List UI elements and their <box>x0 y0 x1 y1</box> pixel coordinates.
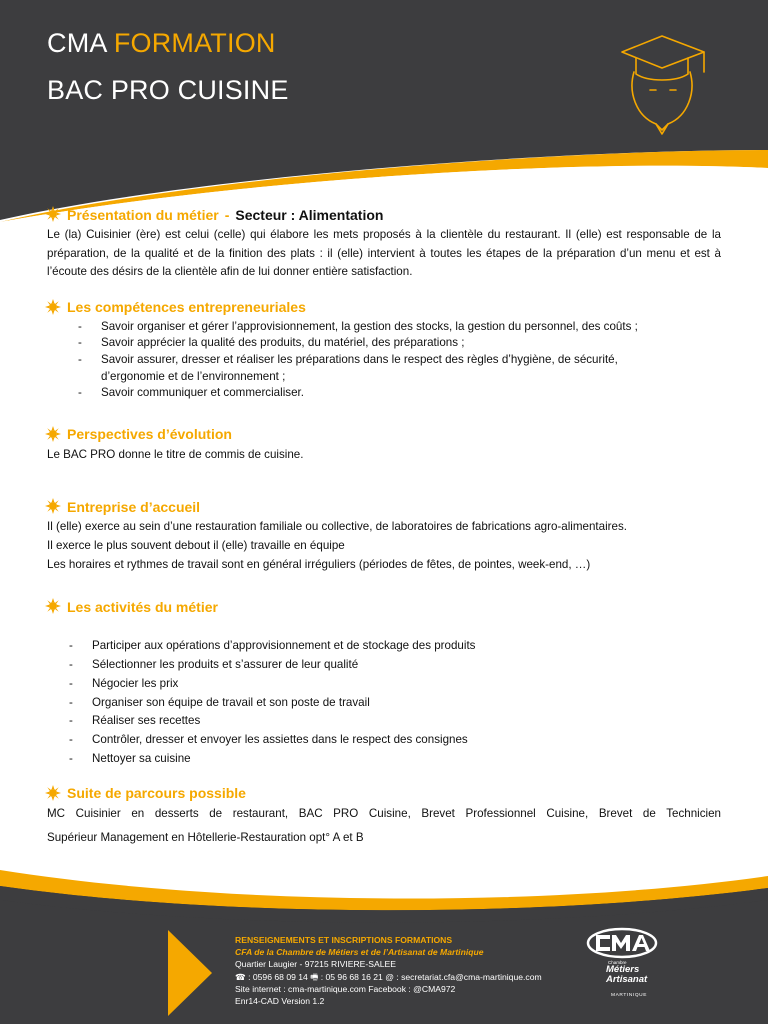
title-accent: FORMATION <box>113 28 276 58</box>
section-activites <box>47 596 721 769</box>
section-competences <box>47 297 721 402</box>
section-title <box>21 297 721 319</box>
footer-heading: RENSEIGNEMENTS ET INSCRIPTIONS FORMATIONS <box>235 935 453 945</box>
list-item: - Savoir apprécier la qualité des produits, du matériel, des préparations ; <box>47 335 721 352</box>
play-arrow-icon <box>168 930 212 1016</box>
presentation-body: Le (la) Cuisinier (ère) est celui (celle) qui élabore les mets proposés à la clientèle du restaurant. Il (elle) est responsable de la préparation, de la qualité et de la finition des plats : il (elle) intervient à toutes les étapes de la préparation d’un menu et est à l’écoute des désirs de la clientèle afin de lui donner entière satisfaction. <box>47 228 721 279</box>
competences-list <box>47 319 721 402</box>
list-item: - Savoir communiquer et commercialiser. <box>47 385 721 402</box>
entreprise-line: Les horaires et rythmes de travail sont en général irréguliers (périodes de fêtes, de pointes, week-end, …) <box>47 557 591 571</box>
section-title-text: Présentation du métier <box>67 206 219 223</box>
main-content <box>47 204 721 848</box>
sun-burst-icon <box>45 785 61 801</box>
section-title <box>21 204 721 226</box>
sun-burst-icon <box>45 498 61 514</box>
section-title-text: Entreprise d’accueil <box>67 499 201 516</box>
suite-line: MC Cuisinier en desserts de restaurant, BAC PRO Cuisine, Brevet Professionnel Cuisine, Brevet de Technicien <box>47 806 721 820</box>
section-title-text: Perspectives d’évolution <box>67 426 232 443</box>
list-item: - Organiser son équipe de travail et son poste de travail <box>47 694 721 713</box>
sun-burst-icon <box>45 299 61 315</box>
section-title-text: Les compétences entrepreneuriales <box>67 299 306 316</box>
list-item: - Contrôler, dresser et envoyer les assiettes dans le respect des consignes <box>47 731 721 750</box>
footer-contact-info <box>235 934 542 1007</box>
list-item: - Sélectionner les produits et s’assurer de leur qualité <box>47 656 721 675</box>
section-title-text: Suite de parcours possible <box>67 785 246 802</box>
list-item: - Participer aux opérations d’approvisionnement et de stockage des produits <box>47 637 721 656</box>
sun-burst-icon <box>45 206 61 222</box>
footer-organisation: CFA de la Chambre de Métiers et de l’Artisanat de Martinique <box>235 947 484 958</box>
list-item: - Nettoyer sa cuisine <box>47 750 721 769</box>
logo-text-main <box>606 965 666 985</box>
footer-phone-email: ☎ : 0596 68 09 14 🖷 : 05 96 68 16 21 @ : secretariat.cfa@cma-martinique.com <box>235 971 542 982</box>
footer-web: Site internet : cma-martinique.com Facebook : @CMA972 <box>235 983 456 994</box>
footer-address: Quartier Laugier - 97215 RIVIERE-SALEE <box>235 959 396 970</box>
section-entreprise <box>47 496 721 574</box>
page-title <box>47 28 276 59</box>
list-item: - Savoir organiser et gérer l’approvisionnement, la gestion des stocks, la gestion du personnel, des coûts ; <box>47 319 721 336</box>
activites-list <box>47 637 721 769</box>
entreprise-line: Il exerce le plus souvent debout il (elle) travaille en équipe <box>47 538 345 552</box>
page-subtitle: BAC PRO CUISINE <box>47 75 289 105</box>
logo-text-small: Chambre <box>608 960 627 965</box>
section-title <box>21 424 721 446</box>
logo-line1: Métiers <box>606 964 640 975</box>
section-perspectives <box>47 424 721 465</box>
logo-line2: Artisanat <box>606 974 648 985</box>
list-item-text: Savoir assurer, dresser et réaliser les préparations dans le respect des règles d’hygiène, de sécurité, <box>101 352 618 366</box>
logo-region: MARTINIQUE <box>611 993 648 998</box>
sun-burst-icon <box>45 598 61 614</box>
section-title <box>21 783 721 805</box>
list-item-continuation: d’ergonomie et de l’environnement ; <box>101 369 286 383</box>
list-item: - Réaliser ses recettes <box>47 712 721 731</box>
section-subtitle: Secteur : Alimentation <box>235 206 384 223</box>
list-item: - Négocier les prix <box>47 675 721 694</box>
title-prefix: CMA <box>47 28 107 58</box>
perspectives-body: Le BAC PRO donne le titre de commis de cuisine. <box>47 447 304 461</box>
list-item <box>47 352 721 385</box>
section-suite <box>47 783 721 848</box>
section-presentation <box>47 204 721 282</box>
section-title-text: Les activités du métier <box>67 598 218 615</box>
section-title <box>21 596 721 618</box>
footer-reference: Enr14-CAD Version 1.2 <box>235 996 325 1007</box>
section-title <box>21 496 721 518</box>
entreprise-line: Il (elle) exerce au sein d’une restauration familiale ou collective, de laboratoires de fabrications agro-alimentaires. <box>47 520 627 534</box>
graduation-cap-face-icon <box>612 30 712 140</box>
sun-burst-icon <box>45 426 61 442</box>
suite-line: Supérieur Management en Hôtellerie-Restauration opt° A et B <box>47 831 364 845</box>
title-separator: - <box>224 206 230 223</box>
